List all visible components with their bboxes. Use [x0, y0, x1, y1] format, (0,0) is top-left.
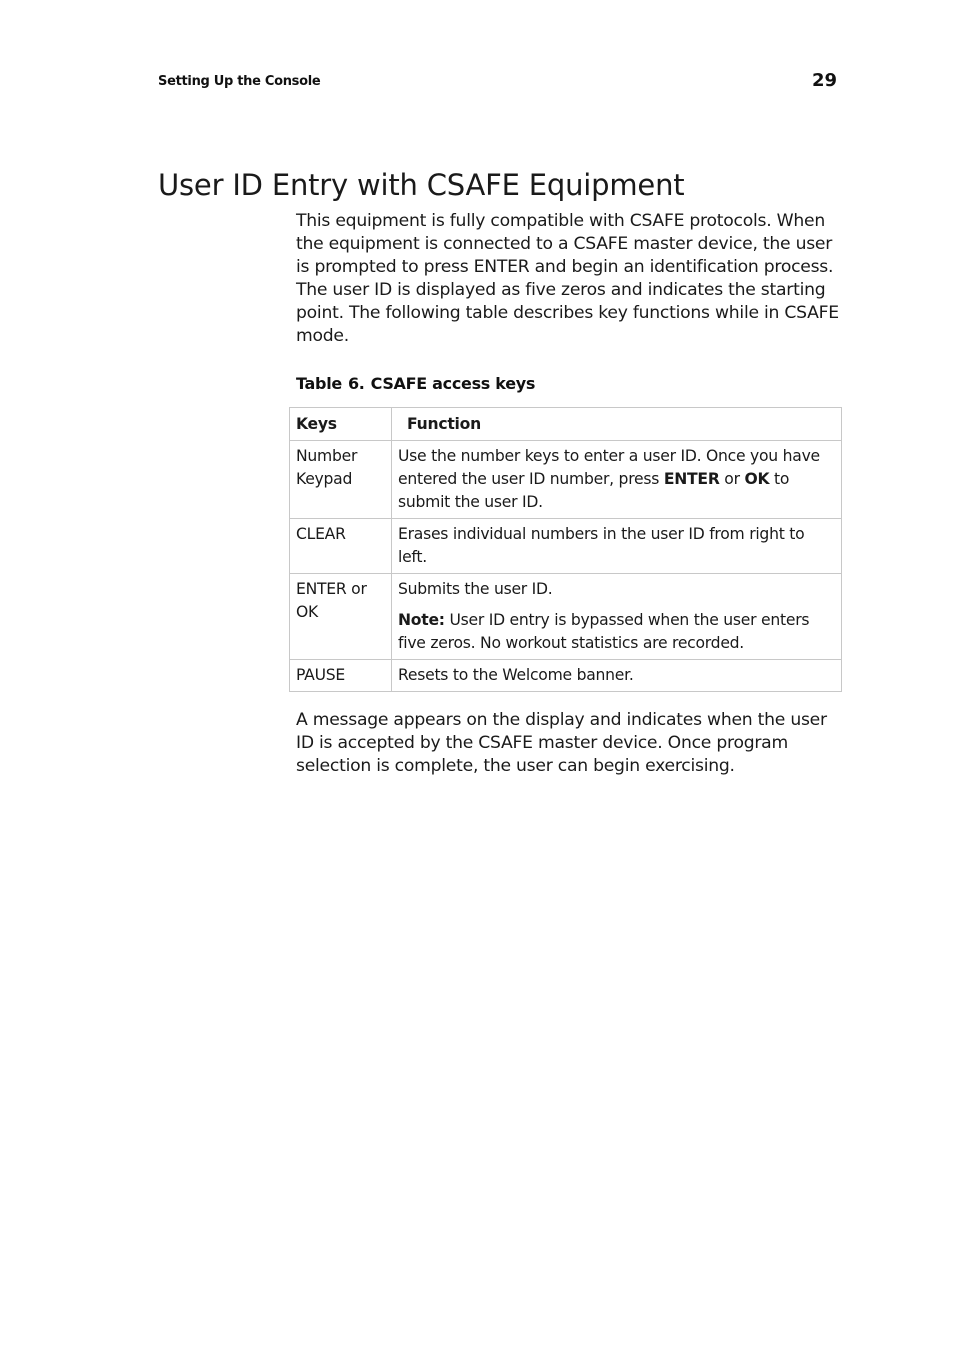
table-row	[290, 574, 842, 660]
note	[398, 609, 835, 655]
csafe-keys-table	[289, 407, 842, 692]
table-row	[290, 660, 842, 692]
function-text: or	[719, 470, 745, 488]
page-number: 29	[811, 70, 837, 91]
table-caption	[296, 373, 841, 395]
function-text: Submits the user ID.	[398, 580, 553, 598]
section-title: User ID Entry with CSAFE Equipment	[158, 168, 685, 202]
function-cell: Erases individual numbers in the user ID from right to left.	[392, 519, 842, 574]
column-header-function: Function	[392, 408, 842, 441]
intro-paragraph: This equipment is fully compatible with CSAFE protocols. When the equipment is connected to a CSAFE master device, the user is prompted to press ENTER and begin an identification process. The user ID is displayed as five zeros and indicates the starting point. The following table describes key functions while in CSAFE mode.	[296, 211, 839, 346]
table-header-row	[290, 408, 842, 441]
running-header: Setting Up the Console	[158, 74, 321, 89]
function-cell	[392, 441, 842, 519]
function-text: to submit the user ID.	[398, 470, 790, 511]
key-cell: Number Keypad	[290, 441, 392, 519]
note-text: User ID entry is bypassed when the user enters five zeros. No workout statistics are recorded.	[398, 611, 810, 652]
closing-paragraph: A message appears on the display and indicates when the user ID is accepted by the CSAFE master device. Once program selection is complete, the user can begin exercising.	[296, 710, 827, 776]
ok-key-label: OK	[744, 470, 770, 488]
key-cell: PAUSE	[290, 660, 392, 692]
enter-key-label: ENTER	[663, 470, 720, 488]
function-text: Use the number keys to enter a user ID. Once you have entered the user ID number, press	[398, 447, 820, 488]
key-cell: ENTER or OK	[290, 574, 392, 660]
section-body	[296, 210, 841, 778]
table-row	[290, 519, 842, 574]
table-caption-title: CSAFE access keys	[370, 374, 536, 393]
function-cell	[392, 574, 842, 660]
table-row	[290, 441, 842, 519]
key-cell: CLEAR	[290, 519, 392, 574]
note-label: Note:	[398, 611, 445, 629]
function-cell: Resets to the Welcome banner.	[392, 660, 842, 692]
table-caption-label: Table	[296, 374, 342, 393]
table-caption-number: 6.	[347, 374, 365, 393]
column-header-keys: Keys	[290, 408, 392, 441]
